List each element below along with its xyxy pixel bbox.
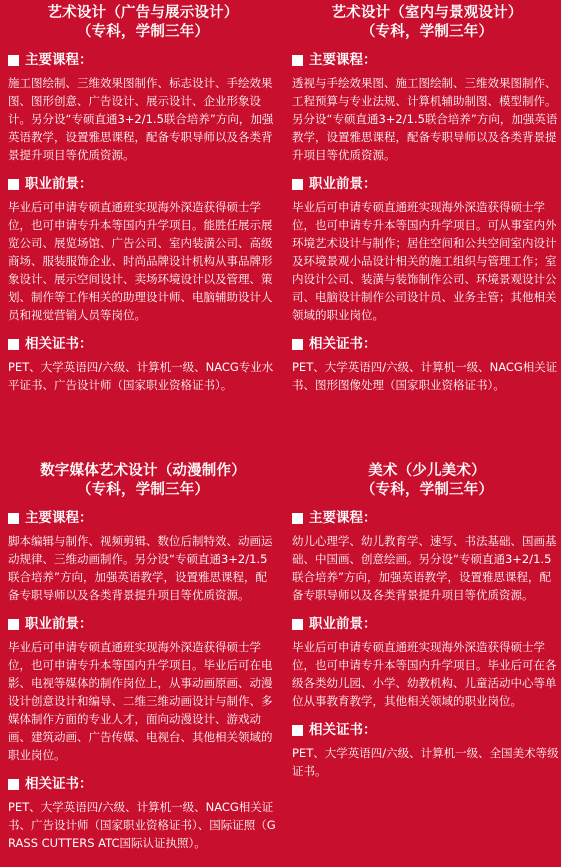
program-title [292, 4, 561, 42]
certs-section [8, 334, 278, 394]
courses-label: 主要课程： [309, 52, 377, 68]
career-heading [292, 174, 561, 194]
certs-section [8, 774, 278, 852]
courses-text: 脚本编辑与制作、视频剪辑、数位后制特效、动画运动规律、三维动画制作。另分设“专硕直通3+2/1.5联合培养”方向，加强英语教学，设置雅思课程，配备专职导师以及各类背景提升项目等优质资源。 [8, 534, 273, 602]
courses-label: 主要课程： [25, 510, 93, 526]
courses-section [292, 50, 561, 164]
program-title-line1: 数字媒体艺术设计（动漫制作） [40, 463, 246, 479]
square-bullet-icon [292, 339, 303, 350]
program-title-line2: （专科，学制三年） [360, 24, 494, 40]
courses-text: 施工图绘制、三维效果图制作、标志设计、手绘效果图、图形创意、广告设计、展示设计、企业形象设计。另分设“专硕直通3+2/1.5联合培养”方向，加强英语教学，设置雅思课程，配备专职导师以及各类背景提升项目等优质资源。 [8, 76, 274, 162]
certs-heading [8, 774, 278, 794]
certs-text: PET、大学英语四/六级、计算机一级、NACG专业水平证书、广告设计师（国家职业资格证书）。 [8, 360, 274, 392]
program-title [292, 462, 561, 500]
courses-heading [8, 50, 278, 70]
program-title-line1: 美术（少儿美术） [368, 463, 486, 479]
program-card-interior-landscape-design [292, 4, 561, 404]
square-bullet-icon [292, 179, 303, 190]
program-title-line1: 艺术设计（广告与展示设计） [47, 5, 239, 21]
courses-section [292, 508, 561, 604]
courses-label: 主要课程： [25, 52, 93, 68]
career-section [292, 614, 561, 710]
career-text: 毕业后可申请专硕直通班实现海外深造获得硕士学位，也可申请专升本等国内升学项目。可从事室内外环境艺术设计与制作；居住空间和公共空间室内设计及环境景观小品设计相关的施工组织与管理工作；室内设计公司、装潢与装饰制作公司、环境景观设计公司、电脑设计制作公司设计员、业务主管；其他相关领域的职业岗位。 [292, 200, 557, 322]
square-bullet-icon [8, 55, 19, 66]
program-title-line2: （专科，学制三年） [76, 482, 210, 498]
certs-section [292, 720, 561, 780]
certs-label: 相关证书： [25, 776, 93, 792]
square-bullet-icon [8, 513, 19, 524]
career-text: 毕业后可申请专硕直通班实现海外深造获得硕士学位，也可申请专升本等国内升学项目。能胜任展示展览公司、展览场馆、广告公司、室内装潢公司、高级商场、服装服饰企业、时尚品牌设计机构从事品牌形象设计、展示空间设计、卖场环境设计以及管理、策划、制作等工作相关的助理设计师、电脑辅助设计人员和视觉营销人员等岗位。 [8, 200, 273, 322]
square-bullet-icon [292, 619, 303, 630]
courses-text: 幼儿心理学、幼儿教育学、速写、书法基础、国画基础、中国画、创意绘画。另分设“专硕直通3+2/1.5联合培养”方向，加强英语教学，设置雅思课程，配备专职导师以及各类背景提升项目等优质资源。 [292, 534, 557, 602]
square-bullet-icon [292, 513, 303, 524]
program-title-line1: 艺术设计（室内与景观设计） [331, 5, 523, 21]
career-text: 毕业后可申请专硕直通班实现海外深造获得硕士学位，也可申请专升本等国内升学项目。毕业后可在各级各类幼儿园、小学、幼教机构、儿童活动中心等单位从事教育教学，其他相关领域的职业岗位。 [292, 640, 557, 708]
certs-label: 相关证书： [309, 722, 377, 738]
courses-text: 透视与手绘效果图、施工图绘制、三维效果图制作、工程预算与专业法规、计算机辅助制图、模型制作。另分设“专硕直通3+2/1.5联合培养”方向，加强英语教学，设置雅思课程，配备专职导师以及各类背景提升项目等优质资源。 [292, 76, 558, 162]
career-heading [292, 614, 561, 634]
career-heading [8, 614, 278, 634]
square-bullet-icon [8, 779, 19, 790]
certs-heading [8, 334, 278, 354]
certs-text: PET、大学英语四/六级、计算机一级、NACG相关证书、图形图像处理（国家职业资格证书）。 [292, 360, 558, 392]
program-title-line2: （专科，学制三年） [360, 482, 494, 498]
courses-heading [292, 50, 561, 70]
certs-heading [292, 334, 561, 354]
courses-heading [292, 508, 561, 528]
square-bullet-icon [292, 55, 303, 66]
career-label: 职业前景： [309, 616, 377, 632]
square-bullet-icon [8, 339, 19, 350]
program-card-digital-media-animation [8, 462, 278, 862]
courses-label: 主要课程： [309, 510, 377, 526]
program-card-ad-exhibition-design [8, 4, 278, 404]
program-title-line2: （专科，学制三年） [76, 24, 210, 40]
program-title [8, 462, 278, 500]
certs-text: PET、大学英语四/六级、计算机一级、NACG相关证书、广告设计师（国家职业资格证书）、国际证照（GRASS CUTTERS ATC国际认证执照）。 [8, 800, 276, 850]
square-bullet-icon [8, 619, 19, 630]
courses-section [8, 50, 278, 164]
career-section [8, 174, 278, 324]
certs-text: PET、大学英语四/六级、计算机一级、全国美术等级证书。 [292, 746, 559, 778]
courses-heading [8, 508, 278, 528]
career-label: 职业前景： [25, 176, 93, 192]
program-card-children-art [292, 462, 561, 790]
certs-heading [292, 720, 561, 740]
career-section [8, 614, 278, 764]
courses-section [8, 508, 278, 604]
career-label: 职业前景： [309, 176, 377, 192]
certs-label: 相关证书： [309, 336, 377, 352]
square-bullet-icon [8, 179, 19, 190]
program-title [8, 4, 278, 42]
career-heading [8, 174, 278, 194]
career-section [292, 174, 561, 324]
certs-section [292, 334, 561, 394]
career-text: 毕业后可申请专硕直通班实现海外深造获得硕士学位，也可申请专升本等国内升学项目。毕业后可在电影、电视等媒体的制作岗位上，从事动画原画、动漫设计创意设计和编导、二维三维动画设计与制作、多媒体制作方面的专业人才，面向动漫设计、游戏动画、建筑动画、广告传媒、电视台、其他相关领域的职业岗位。 [8, 640, 273, 762]
certs-label: 相关证书： [25, 336, 93, 352]
career-label: 职业前景： [25, 616, 93, 632]
square-bullet-icon [292, 725, 303, 736]
